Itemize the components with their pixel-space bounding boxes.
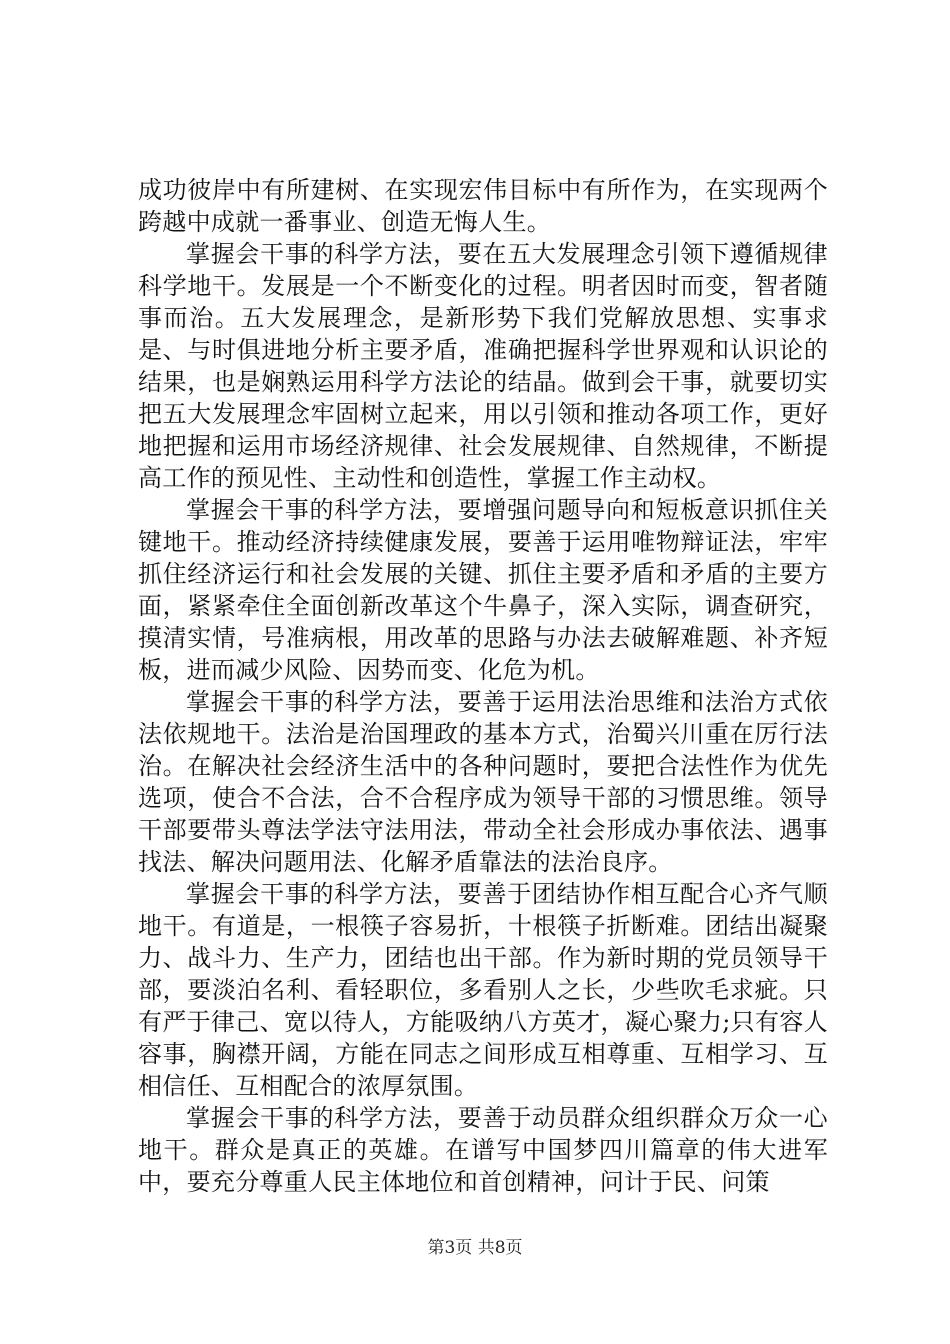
body-text: [138, 174, 828, 1198]
paragraph-rule-of-law: 掌握会干事的科学方法，要善于运用法治思维和法治方式依法依规地干。法治是治国理政的基本方式，治蜀兴川重在厉行法治。在解决社会经济生活中的各种问题时，要把合法性作为优先选项，使合不合法，合不合程序成为领导干部的习惯思维。领导干部要带头尊法学法守法用法，带动全社会形成办事依法、遇事找法、解决问题用法、化解矛盾靠法的法治良序。: [138, 688, 828, 876]
paragraph-mobilize-masses: 掌握会干事的科学方法，要善于动员群众组织群众万众一心地干。群众是真正的英雄。在谱写中国梦四川篇章的伟大进军中，要充分尊重人民主体地位和首创精神，问计于民、问策: [138, 1104, 828, 1196]
paragraph-development-concepts: 掌握会干事的科学方法，要在五大发展理念引领下遵循规律科学地干。发展是一个不断变化的过程。明者因时而变，智者随事而治。五大发展理念，是新形势下我们党解放思想、实事求是、与时俱进地分析主要矛盾，准确把握科学世界观和认识论的结果，也是娴熟运用科学方法论的结晶。做到会干事，就要切实把五大发展理念牢固树立起来，用以引领和推动各项工作，更好地把握和运用市场经济规律、社会发展规律、自然规律，不断提高工作的预见性、主动性和创造性，掌握工作主动权。: [138, 240, 828, 492]
paragraph-problem-orientation: 掌握会干事的科学方法，要增强问题导向和短板意识抓住关键地干。推动经济持续健康发展，要善于运用唯物辩证法，牢牢抓住经济运行和社会发展的关键、抓住主要矛盾和矛盾的主要方面，紧紧牵住全面创新改革这个牛鼻子，深入实际，调查研究，摸清实情，号准病根，用改革的思路与办法去破解难题、补齐短板，进而减少风险、因势而变、化危为机。: [138, 496, 828, 684]
paragraph-continuation: 成功彼岸中有所建树、在实现宏伟目标中有所作为，在实现两个跨越中成就一番事业、创造无悔人生。: [138, 176, 828, 236]
paragraph-unity-cooperation: 掌握会干事的科学方法，要善于团结协作相互配合心齐气顺地干。有道是，一根筷子容易折，十根筷子折断难。团结出凝聚力、战斗力、生产力，团结也出干部。作为新时期的党员领导干部，要淡泊名利、看轻职位，多看别人之长，少些吹毛求疵。只有严于律己、宽以待人，方能吸纳八方英才，凝心聚力;只有容人容事，胸襟开阔，方能在同志之间形成互相尊重、互相学习、互相信任、互相配合的浓厚氛围。: [138, 880, 828, 1100]
page-number-footer: 第3页 共8页: [427, 1238, 523, 1258]
